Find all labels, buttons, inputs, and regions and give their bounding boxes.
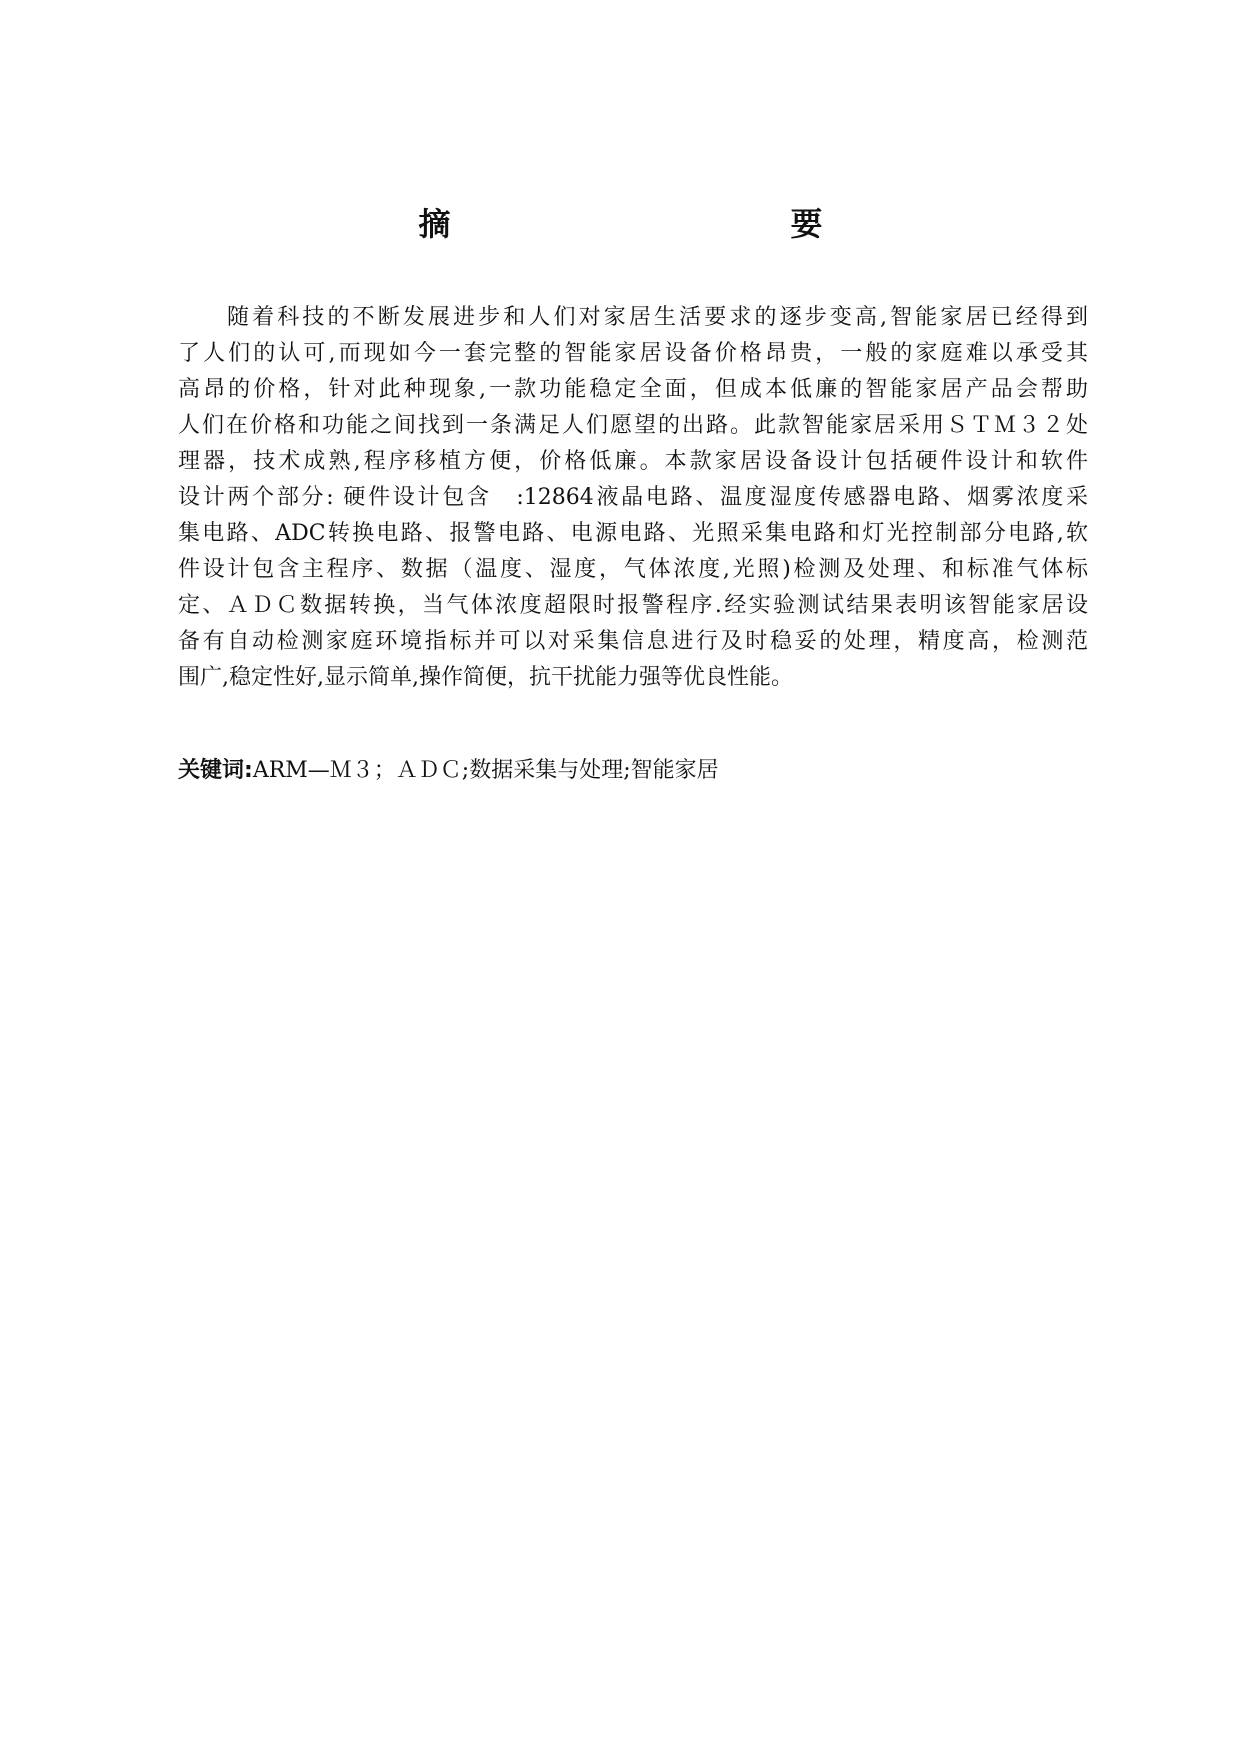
abstract-line-9: 定、ＡＤＣ数据转换，当气体浓度超限时报警程序.经实验测试结果表明该智能家居设 xyxy=(178,593,1088,618)
keywords-line xyxy=(178,753,1088,789)
abstract-line-11: 围广,稳定性好,显示简单,操作简便，抗干扰能力强等优良性能。 xyxy=(178,665,793,690)
abstract-line-2: 了人们的认可,而现如今一套完整的智能家居设备价格昂贵，一般的家庭难以承受其 xyxy=(178,341,1088,366)
abstract-line-7: 集电路、ADC转换电路、报警电路、电源电路、光照采集电路和灯光控制部分电路,软 xyxy=(178,521,1088,546)
abstract-line-3: 高昂的价格，针对此种现象,一款功能稳定全面，但成本低廉的智能家居产品会帮助 xyxy=(178,377,1088,402)
abstract-title: 摘 要 xyxy=(418,205,915,243)
abstract-body xyxy=(178,300,1088,696)
abstract-line-10: 备有自动检测家庭环境指标并可以对采集信息进行及时稳妥的处理，精度高，检测范 xyxy=(178,629,1088,654)
abstract-line-6: 设计两个部分: 硬件设计包含 :12864液晶电路、温度湿度传感器电路、烟雾浓度采 xyxy=(178,485,1088,510)
abstract-line-4: 人们在价格和功能之间找到一条满足人们愿望的出路。此款智能家居采用ＳＴＭ３２处 xyxy=(178,413,1088,438)
keywords-text: ARM—Ｍ３；ＡＤＣ;数据采集与处理;智能家居 xyxy=(252,758,719,783)
keywords-label: 关键词: xyxy=(178,758,253,783)
abstract-line-1: 随着科技的不断发展进步和人们对家居生活要求的逐步变高,智能家居已经得到 xyxy=(227,305,1088,330)
abstract-line-5: 理器，技术成熟,程序移植方便，价格低廉。本款家居设备设计包括硬件设计和软件 xyxy=(178,449,1088,474)
abstract-line-8: 件设计包含主程序、数据（温度、湿度，气体浓度,光照)检测及处理、和标准气体标 xyxy=(178,557,1088,582)
